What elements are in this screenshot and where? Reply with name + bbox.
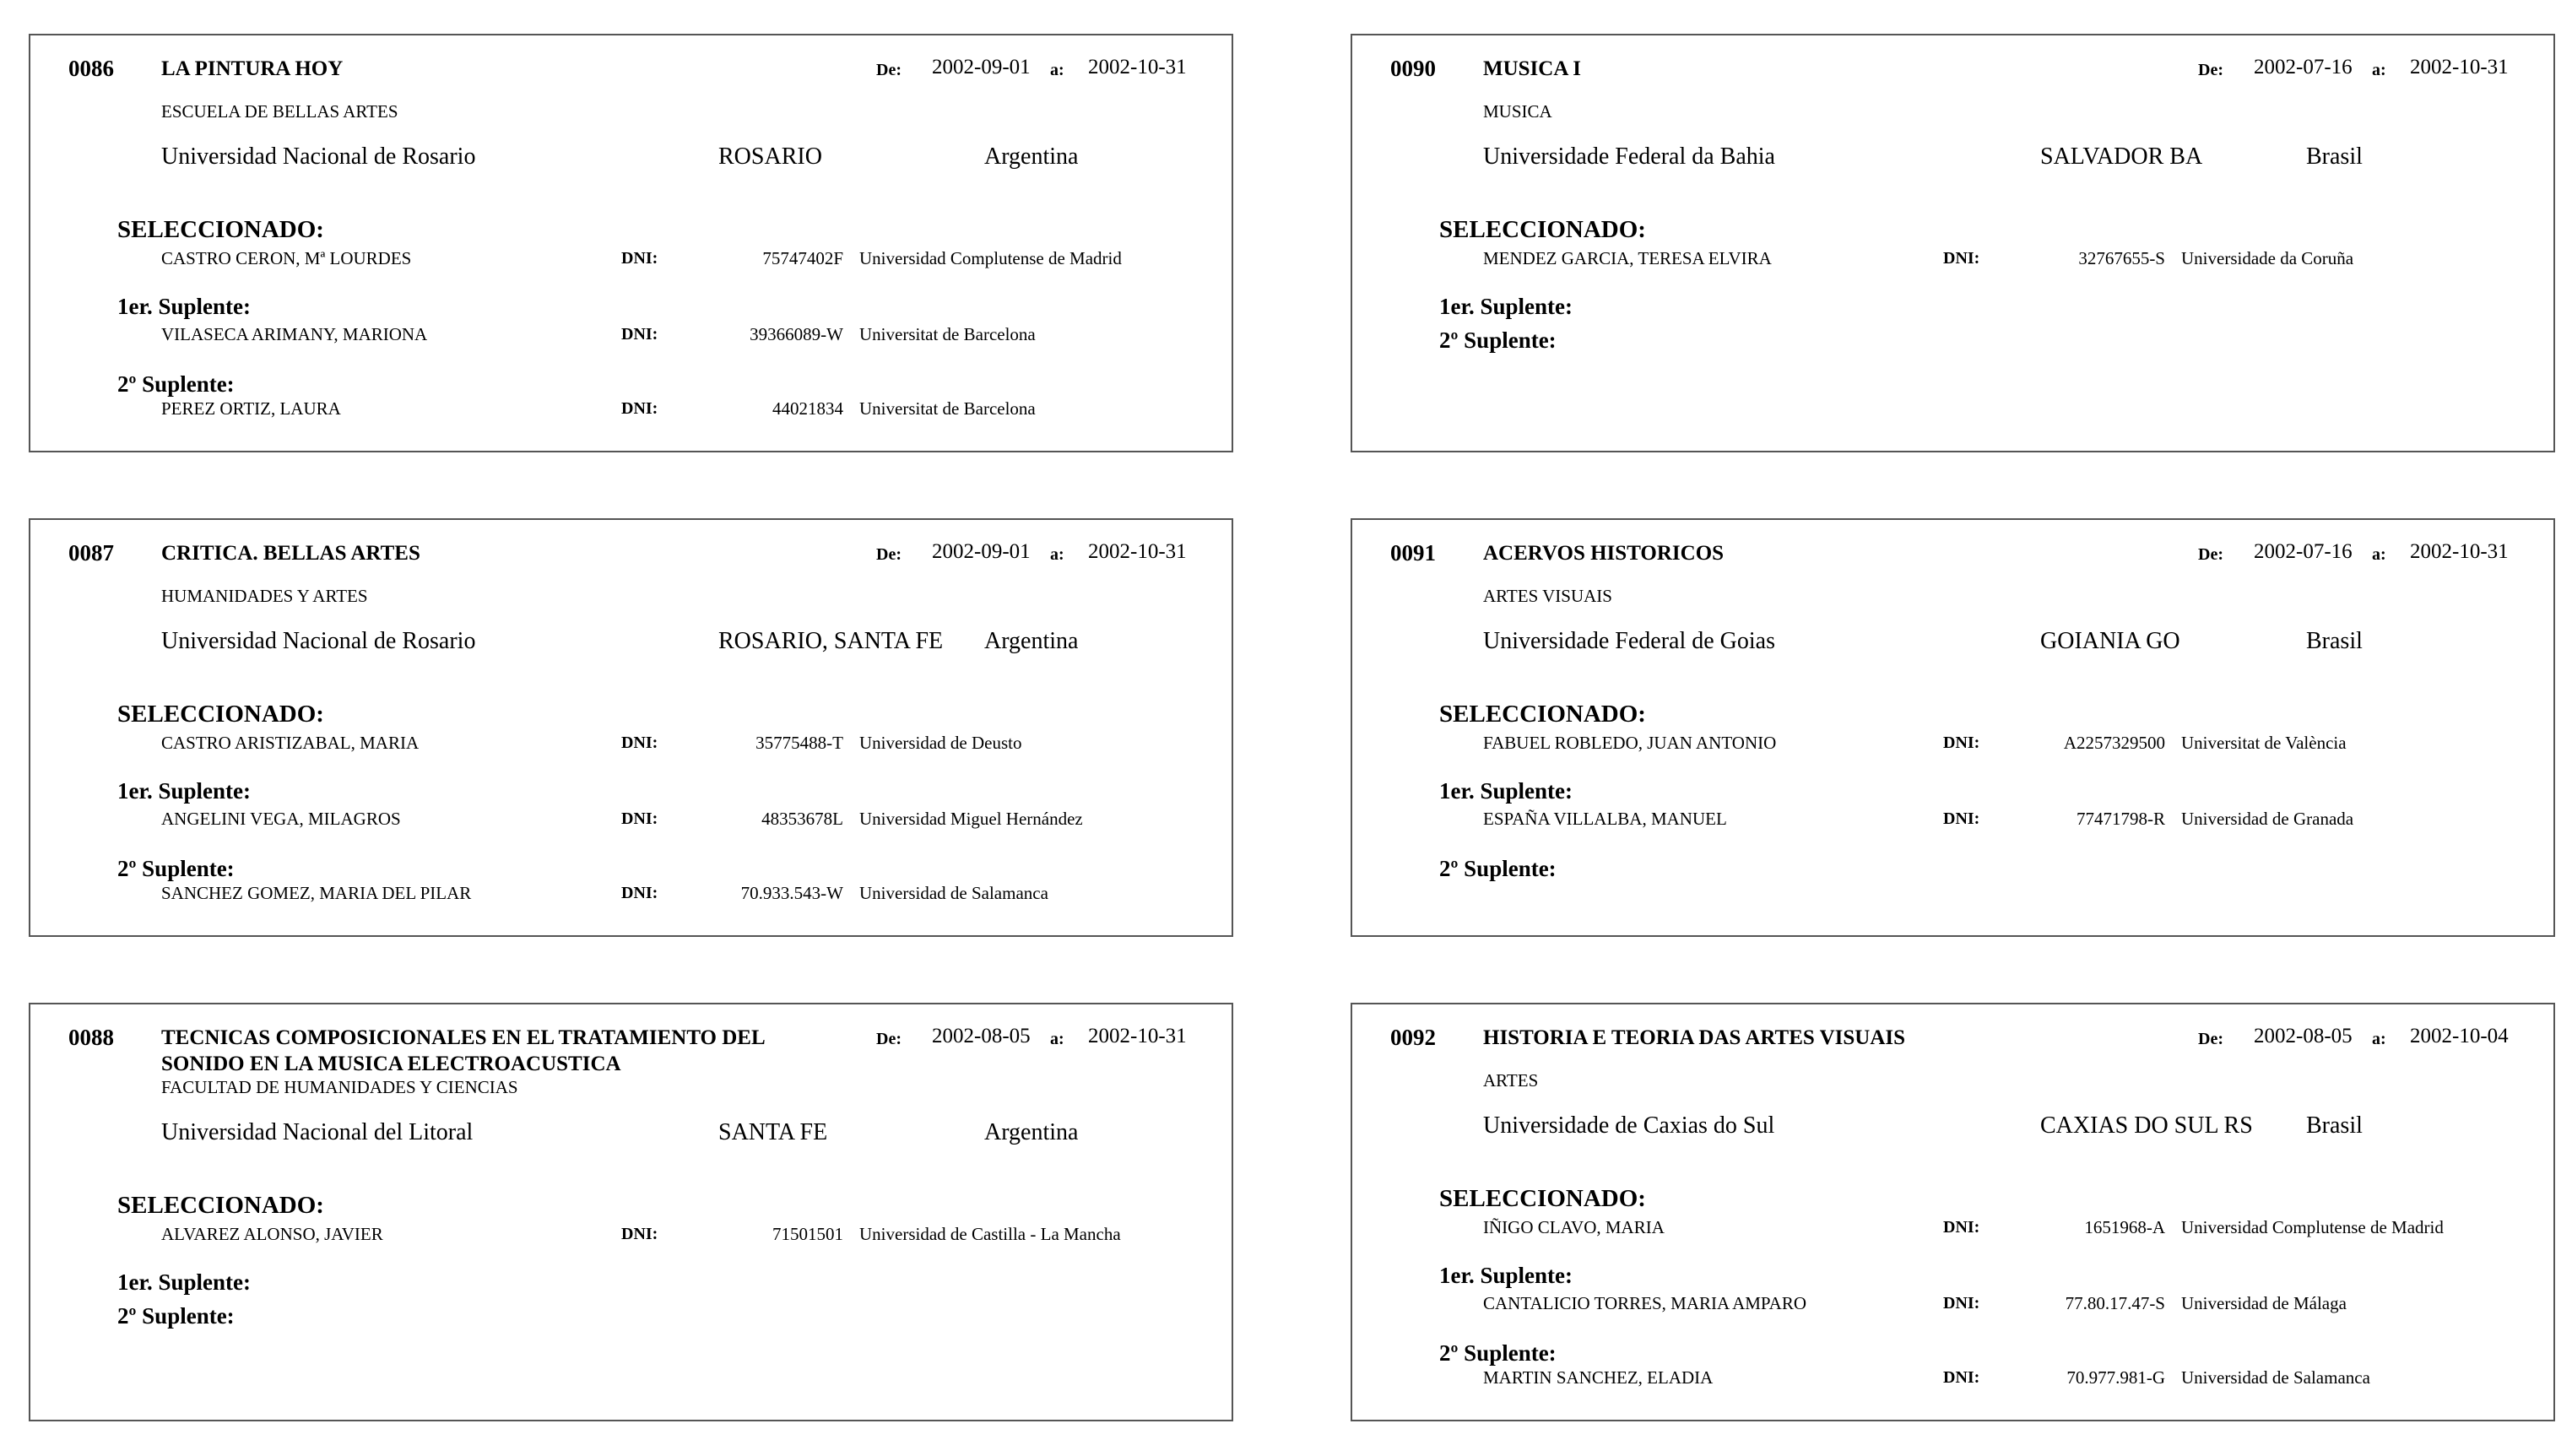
date-from-label: De: (876, 545, 902, 564)
country: Argentina (984, 1119, 1079, 1145)
first-substitute-label: 1er. Suplente: (1439, 1263, 1573, 1288)
date-from-label: De: (2198, 545, 2223, 564)
dni-label: DNI: (621, 884, 658, 902)
selected-dni: 35775488-T (755, 733, 843, 753)
first-substitute-label: 1er. Suplente: (117, 778, 252, 804)
faculty: ESCUELA DE BELLAS ARTES (161, 101, 398, 122)
dni-label: DNI: (1943, 1218, 1980, 1237)
selected-institution: Universitat de València (2181, 733, 2347, 753)
faculty: ARTES VISUAIS (1483, 586, 1612, 606)
university: Universidade Federal da Bahia (1483, 143, 1775, 170)
country: Brasil (2306, 1112, 2363, 1139)
card-code: 0088 (68, 1025, 114, 1050)
university: Universidade de Caxias do Sul (1483, 1112, 1775, 1139)
dni-label: DNI: (621, 249, 658, 268)
date-to: 2002-10-31 (2410, 56, 2509, 78)
dni-label: DNI: (1943, 809, 1980, 828)
second-substitute-label: 2º Suplente: (117, 371, 235, 397)
selected-dni: 75747402F (762, 248, 843, 268)
card-title: MUSICA I (1483, 57, 1581, 80)
first-substitute-label: 1er. Suplente: (1439, 778, 1573, 804)
first-substitute-dni: 77471798-R (2077, 809, 2165, 829)
selected-institution: Universidad Complutense de Madrid (2181, 1217, 2444, 1237)
selected-name: ALVAREZ ALONSO, JAVIER (161, 1224, 383, 1244)
second-substitute-dni: 70.933.543-W (740, 883, 843, 903)
selected-name: CASTRO CERON, Mª LOURDES (161, 248, 412, 268)
dni-label: DNI: (621, 809, 658, 828)
card-code: 0092 (1390, 1025, 1436, 1050)
date-to: 2002-10-04 (2410, 1025, 2509, 1047)
first-substitute-institution: Universidad Miguel Hernández (859, 809, 1083, 829)
dni-label: DNI: (621, 325, 658, 344)
country: Brasil (2306, 628, 2363, 654)
date-to-label: a: (1050, 61, 1064, 79)
city: SANTA FE (718, 1119, 828, 1145)
dni-label: DNI: (621, 399, 658, 418)
date-to-label: a: (2372, 1030, 2386, 1048)
date-to-label: a: (1050, 1030, 1064, 1048)
selected-label: SELECCIONADO: (1439, 1185, 1646, 1212)
grant-card (1351, 1003, 2555, 1421)
date-to-label: a: (2372, 61, 2386, 79)
selected-label: SELECCIONADO: (117, 216, 324, 243)
faculty: FACULTAD DE HUMANIDADES Y CIENCIAS (161, 1077, 518, 1097)
card-title: HISTORIA E TEORIA DAS ARTES VISUAIS (1483, 1026, 1906, 1049)
first-substitute-name: VILASECA ARIMANY, MARIONA (161, 324, 428, 344)
date-to: 2002-10-31 (1088, 56, 1187, 78)
university: Universidade Federal de Goias (1483, 628, 1775, 654)
selected-dni: 71501501 (772, 1224, 843, 1244)
selected-label: SELECCIONADO: (1439, 216, 1646, 243)
selected-dni: 1651968-A (2084, 1217, 2165, 1237)
card-title: TECNICAS COMPOSICIONALES EN EL TRATAMIENTO DEL SONIDO EN LA MUSICA ELECTROACUSTICA (161, 1026, 765, 1075)
date-from: 2002-08-05 (932, 1025, 1031, 1047)
selected-dni: 32767655-S (2078, 248, 2165, 268)
first-substitute-label: 1er. Suplente: (1439, 294, 1573, 319)
first-substitute-label: 1er. Suplente: (117, 294, 252, 319)
grant-card (29, 34, 1233, 452)
selected-institution: Universidad de Castilla - La Mancha (859, 1224, 1121, 1244)
second-substitute-label: 2º Suplente: (117, 1303, 235, 1329)
selected-dni: A2257329500 (2063, 733, 2165, 753)
faculty: MUSICA (1483, 101, 1552, 122)
dni-label: DNI: (1943, 249, 1980, 268)
selected-label: SELECCIONADO: (117, 1192, 324, 1219)
first-substitute-institution: Universitat de Barcelona (859, 324, 1036, 344)
first-substitute-name: CANTALICIO TORRES, MARIA AMPARO (1483, 1293, 1807, 1313)
faculty: ARTES (1483, 1070, 1539, 1091)
country: Argentina (984, 628, 1079, 654)
card-code: 0091 (1390, 540, 1436, 566)
city: CAXIAS DO SUL RS (2040, 1112, 2253, 1139)
second-substitute-dni: 70.977.981-G (2066, 1367, 2165, 1388)
second-substitute-institution: Universidad de Salamanca (859, 883, 1048, 903)
selected-label: SELECCIONADO: (1439, 701, 1646, 728)
date-to: 2002-10-31 (1088, 1025, 1187, 1047)
city: SALVADOR BA (2040, 143, 2203, 170)
date-from: 2002-07-16 (2254, 540, 2353, 563)
selected-name: CASTRO ARISTIZABAL, MARIA (161, 733, 420, 753)
dni-label: DNI: (621, 1225, 658, 1243)
first-substitute-dni: 39366089-W (750, 324, 843, 344)
second-substitute-label: 2º Suplente: (1439, 327, 1557, 353)
first-substitute-institution: Universidad de Granada (2181, 809, 2354, 829)
date-to-label: a: (2372, 545, 2386, 564)
date-to-label: a: (1050, 545, 1064, 564)
grant-card (29, 1003, 1233, 1421)
card-title: LA PINTURA HOY (161, 57, 344, 80)
first-substitute-dni: 48353678L (761, 809, 843, 829)
faculty: HUMANIDADES Y ARTES (161, 586, 368, 606)
selected-name: IÑIGO CLAVO, MARIA (1483, 1217, 1665, 1237)
date-from: 2002-08-05 (2254, 1025, 2353, 1047)
first-substitute-label: 1er. Suplente: (117, 1269, 252, 1295)
first-substitute-name: ESPAÑA VILLALBA, MANUEL (1483, 809, 1727, 829)
date-from: 2002-09-01 (932, 540, 1031, 563)
selected-name: FABUEL ROBLEDO, JUAN ANTONIO (1483, 733, 1777, 753)
dni-label: DNI: (1943, 1368, 1980, 1387)
date-from-label: De: (876, 61, 902, 79)
selected-institution: Universidad Complutense de Madrid (859, 248, 1122, 268)
second-substitute-label: 2º Suplente: (1439, 1340, 1557, 1366)
date-from: 2002-09-01 (932, 56, 1031, 78)
university: Universidad Nacional de Rosario (161, 143, 476, 170)
dni-label: DNI: (1943, 1294, 1980, 1313)
grant-card (1351, 518, 2555, 937)
selected-label: SELECCIONADO: (117, 701, 324, 728)
second-substitute-name: MARTIN SANCHEZ, ELADIA (1483, 1367, 1714, 1388)
dni-label: DNI: (621, 733, 658, 752)
first-substitute-name: ANGELINI VEGA, MILAGROS (161, 809, 401, 829)
second-substitute-dni: 44021834 (772, 398, 843, 419)
date-to: 2002-10-31 (1088, 540, 1187, 563)
selected-institution: Universidade da Coruña (2181, 248, 2354, 268)
date-from: 2002-07-16 (2254, 56, 2353, 78)
city: ROSARIO (718, 143, 822, 170)
university: Universidad Nacional del Litoral (161, 1119, 474, 1145)
second-substitute-institution: Universitat de Barcelona (859, 398, 1036, 419)
first-substitute-institution: Universidad de Málaga (2181, 1293, 2347, 1313)
city: ROSARIO, SANTA FE (718, 628, 944, 654)
card-title: CRITICA. BELLAS ARTES (161, 542, 420, 565)
selected-name: MENDEZ GARCIA, TERESA ELVIRA (1483, 248, 1772, 268)
card-code: 0086 (68, 56, 114, 81)
grant-card (29, 518, 1233, 937)
city: GOIANIA GO (2040, 628, 2180, 654)
second-substitute-label: 2º Suplente: (1439, 856, 1557, 881)
second-substitute-institution: Universidad de Salamanca (2181, 1367, 2370, 1388)
second-substitute-name: PEREZ ORTIZ, LAURA (161, 398, 341, 419)
card-code: 0090 (1390, 56, 1436, 81)
date-to: 2002-10-31 (2410, 540, 2509, 563)
university: Universidad Nacional de Rosario (161, 628, 476, 654)
second-substitute-name: SANCHEZ GOMEZ, MARIA DEL PILAR (161, 883, 472, 903)
country: Brasil (2306, 143, 2363, 170)
card-title: ACERVOS HISTORICOS (1483, 542, 1725, 565)
grant-card (1351, 34, 2555, 452)
card-code: 0087 (68, 540, 114, 566)
country: Argentina (984, 143, 1079, 170)
second-substitute-label: 2º Suplente: (117, 856, 235, 881)
date-from-label: De: (876, 1030, 902, 1048)
first-substitute-dni: 77.80.17.47-S (2065, 1293, 2165, 1313)
dni-label: DNI: (1943, 733, 1980, 752)
date-from-label: De: (2198, 1030, 2223, 1048)
date-from-label: De: (2198, 61, 2223, 79)
selected-institution: Universidad de Deusto (859, 733, 1022, 753)
